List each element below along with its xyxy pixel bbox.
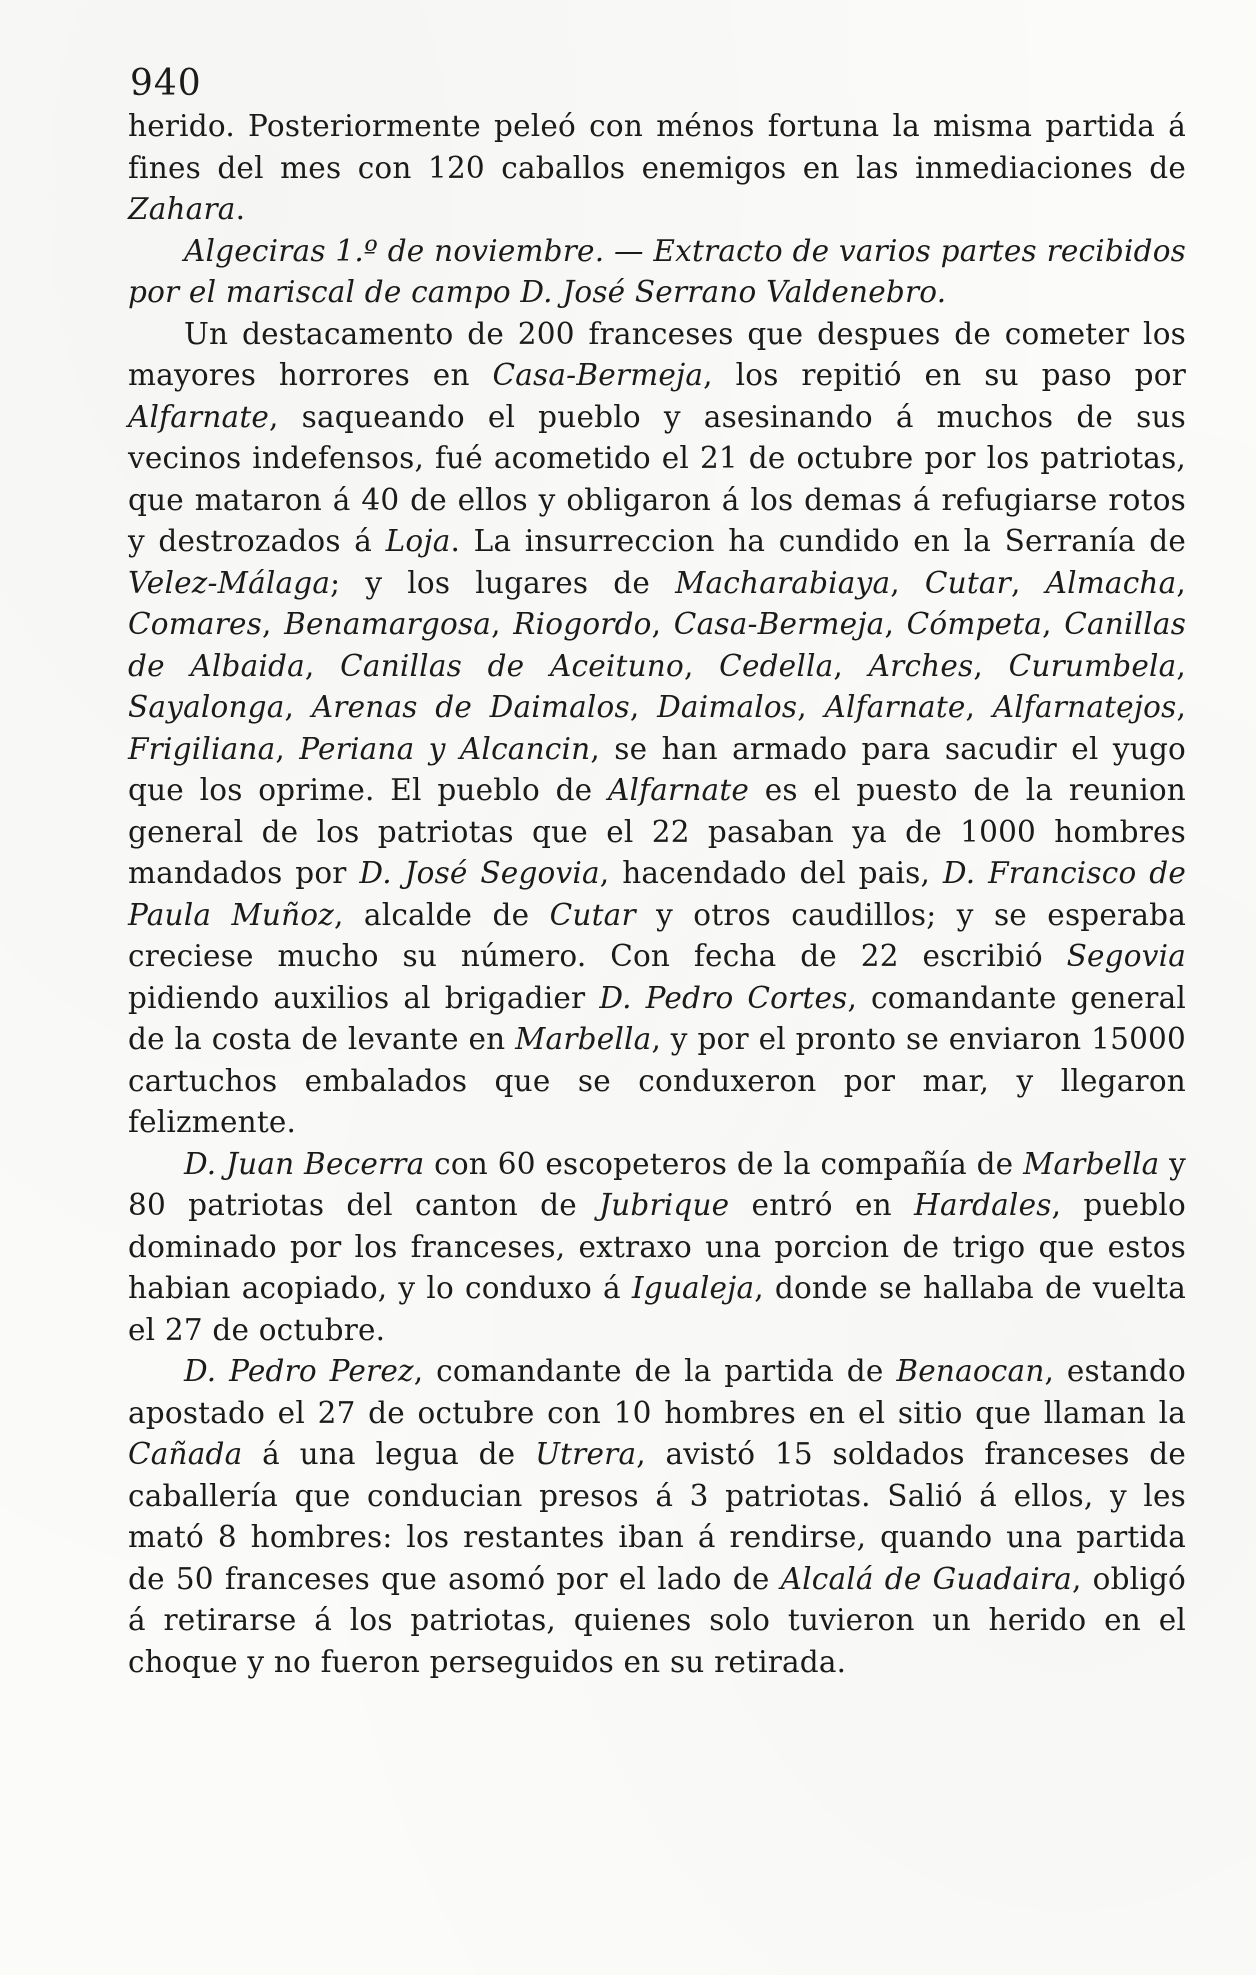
section-heading — [128, 231, 1186, 314]
text-run: , — [1010, 565, 1046, 600]
body-text — [128, 106, 1186, 1683]
text-run: , pueblo dominado por los franceses, extraxo una porcion de trigo que estos habian acopiado, y lo conduxo á — [128, 1188, 1187, 1305]
paragraph — [128, 314, 1186, 1144]
italic-text: Benamargosa — [284, 607, 492, 641]
text-run: , — [629, 690, 658, 724]
text-run: , avistó 15 soldados franceses de caballería que conducian presos á 3 patriotas. Salió á ellos, y les mató 8 hombres: los restantes iban á rendirse, quando una partida de 50 franceses que asomó por el lado de — [128, 1437, 1186, 1596]
paragraph — [128, 106, 1186, 231]
italic-text: Comares — [128, 607, 262, 641]
italic-text: Riogordo — [513, 607, 652, 641]
text-run: , estando apostado el 27 de octubre con 10 hombres en el sitio que llaman la — [128, 1354, 1186, 1430]
text-run: herido. Posteriormente peleó con ménos fortuna la misma partida á fines del mes con 120 caballos enemigos en las inmediaciones de — [128, 109, 1186, 185]
text-run: , — [1042, 607, 1065, 641]
italic-text: Benaocan — [896, 1354, 1045, 1388]
italic-text: Casa-Bermeja — [492, 358, 704, 392]
text-run: á una legua de — [242, 1437, 536, 1471]
text-run: , comandante de la partida de — [413, 1354, 897, 1388]
italic-text: Cómpeta — [906, 607, 1043, 641]
italic-text: Marbella — [1023, 1146, 1160, 1181]
text-run: , — [683, 648, 720, 683]
text-run: , comandante general de la costa de levante en — [128, 980, 1186, 1056]
text-run: , donde se hallaba de vuelta el 27 de octubre. — [128, 1271, 1186, 1347]
text-run: , — [833, 648, 869, 683]
italic-text: D. Juan Becerra — [184, 1146, 425, 1181]
text-run: . — [235, 192, 246, 226]
italic-text: D. Pedro Perez — [184, 1354, 414, 1388]
italic-text: Cañada — [128, 1437, 243, 1471]
paragraph — [128, 1351, 1186, 1683]
text-run: , — [262, 607, 285, 641]
text-run: y otros caudillos; y se esperaba creciese mucho su número. Con fecha de 22 escribió — [128, 897, 1186, 973]
italic-text: Alfarnatejos — [992, 690, 1177, 724]
italic-text: Hardales — [914, 1188, 1052, 1222]
italic-text: Cutar — [549, 897, 636, 932]
italic-text: Curumbela — [1008, 648, 1177, 683]
text-run: , — [890, 565, 925, 600]
text-run: , se han armado para sacudir el yugo que los oprime. El pueblo de — [128, 731, 1186, 807]
text-run: , — [275, 731, 300, 766]
italic-text: Arches — [868, 648, 974, 683]
italic-text: Igualeja — [631, 1271, 755, 1305]
text-run: , — [797, 690, 825, 724]
text-run: , — [1176, 690, 1187, 724]
italic-text: Marbella — [515, 1022, 652, 1056]
text-run: , saqueando el pueblo y asesinando á muchos de sus vecinos indefensos, fué acometido el 21 de octubre por los patriotas, que mataron á 40 de ellos y obligaron á los demas á refugiarse rotos y destrozados á — [128, 399, 1186, 558]
text-run: , y por el pronto se enviaron 15000 cartuchos embalados que se conduxeron por mar, y llegaron felizmente. — [128, 1022, 1186, 1139]
text-run: , — [491, 607, 514, 641]
italic-text: Canillas de Albaida — [128, 607, 1187, 683]
text-run: , — [651, 607, 674, 641]
italic-text: D. Pedro Cortes — [599, 980, 848, 1015]
italic-text: Cutar — [924, 565, 1011, 600]
italic-text: Casa-Bermeja — [673, 607, 885, 641]
text-run: , hacendado del pais, — [599, 856, 943, 890]
text-run: , — [304, 648, 341, 683]
italic-text: Velez-Málaga — [128, 565, 331, 600]
italic-text: Algeciras 1.º de noviembre. — Extracto de varios partes recibidos por el mariscal de campo D. José Serrano Valdenebro. — [128, 233, 1186, 309]
text-run: , — [1176, 565, 1186, 600]
italic-text: Daimalos — [657, 690, 798, 724]
italic-text: Zahara — [128, 192, 236, 226]
italic-text: Canillas de Aceituno — [340, 648, 684, 683]
text-run: , — [965, 690, 993, 724]
italic-text: Frigiliana — [128, 731, 276, 766]
text-run: , — [973, 648, 1009, 683]
text-run: , los repitió en su paso por — [703, 358, 1186, 392]
paragraph — [128, 1144, 1186, 1352]
text-run: , — [284, 690, 312, 724]
italic-text: Cedella — [719, 648, 834, 683]
italic-text: Macharabiaya — [675, 565, 891, 600]
text-run: ; y los lugares de — [330, 565, 676, 600]
italic-text: Alfarnate — [824, 690, 966, 724]
text-run: Un destacamento de 200 franceses que despues de cometer los mayores horrores en — [128, 316, 1186, 392]
italic-text: D. Francisco de Paula Muñoz — [128, 856, 1187, 932]
italic-text: Loja — [385, 524, 451, 558]
text-run: , — [1176, 648, 1186, 683]
italic-text: Alfarnate — [608, 773, 750, 807]
italic-text: Sayalonga — [128, 690, 285, 724]
italic-text: Utrera — [535, 1437, 637, 1471]
italic-text: Segovia — [1066, 939, 1186, 973]
text-run: , obligó á retirarse á los patriotas, quienes solo tuvieron un herido en el choque y no fueron perseguidos en su retirada. — [128, 1561, 1186, 1679]
text-run: es el puesto de la reunion general de los patriotas que el 22 pasaban ya de 1000 hombres mandados por — [128, 773, 1186, 890]
italic-text: Almacha — [1045, 565, 1177, 600]
text-run: pidiendo auxilios al brigadier — [128, 980, 600, 1015]
text-run: y 80 patriotas del canton de — [128, 1146, 1186, 1222]
italic-text: Alfarnate — [128, 399, 270, 434]
italic-text: Alcalá de Guadaira — [780, 1561, 1072, 1596]
text-run: , — [884, 607, 907, 641]
page-number: 940 — [130, 63, 202, 104]
italic-text: Periana y Alcancin — [299, 731, 591, 766]
italic-text: Jubrique — [599, 1188, 730, 1222]
italic-text: Arenas de Daimalos — [311, 690, 630, 724]
text-run: con 60 escopeteros de la compañía de — [424, 1146, 1024, 1181]
text-run: , alcalde de — [333, 897, 550, 932]
text-run: entró en — [729, 1188, 915, 1222]
text-run: . La insurreccion ha cundido en la Serranía de — [450, 524, 1186, 558]
italic-text: D. José Segovia — [359, 856, 600, 890]
